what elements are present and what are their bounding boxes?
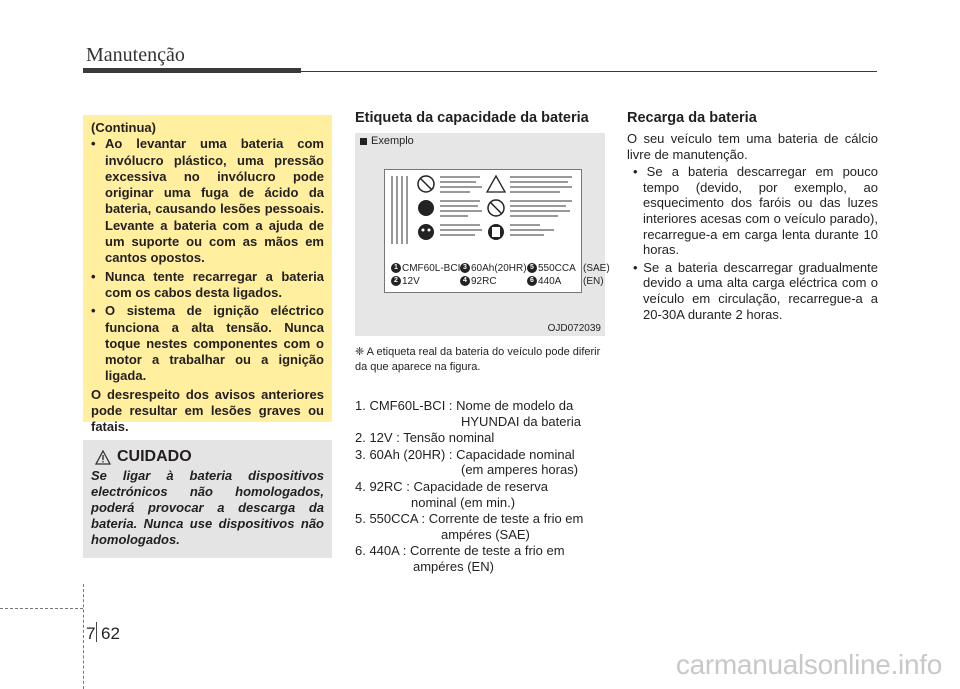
battery-label-image: 1 CMF60L-BCI 3 60Ah(20HR) 5 550CCA (SAE) 2 12V 4 92RC 6 440A (EN) (384, 169, 582, 293)
caution-text: Se ligar à bateria dispositivos electrónicos não homologados, poderá provocar a descarga da bateria. Nunca use dispositivos não homologados. (91, 468, 324, 547)
label-hazard-icons (485, 174, 507, 246)
page-header-title: Manutenção (86, 44, 185, 66)
spec-item: 4. 92RC : Capacidade de reserva nominal (em min.) (355, 478, 548, 510)
label-note: ❈ A etiqueta real da bateria do veículo pode diferir da que aparece na figura. (355, 346, 601, 373)
capacity-heading: Etiqueta da capacidade da bateria (355, 110, 589, 126)
spec-item: 1. CMF60L-BCI : Nome de modelo da HYUNDAI da bateria (355, 398, 581, 429)
recharge-body (627, 131, 878, 324)
warning-bullet: • Nunca tente recarregar a bateria com os cabos desta ligados. (91, 268, 324, 300)
crop-mark-vertical (83, 584, 84, 689)
warning-closing: O desrespeito dos avisos anteriores pode resultar em lesões graves ou fatais. (91, 386, 324, 435)
warning-bullet: • Ao levantar uma bateria com invólucro plástico, uma pressão excessiva no invólucro pode originar uma fuga de ácido da bateria, causando lesões pessoais. Levante a bateria com a ajuda de um suporte ou com as mãos em cantos opostos. (91, 136, 324, 266)
label-rotated-text (391, 176, 411, 244)
spec-list (355, 398, 605, 576)
spec-item: 2. 12V : Tensão nominal (355, 430, 495, 446)
caution-title: CUIDADO (117, 448, 192, 465)
square-bullet-icon (360, 138, 367, 145)
caution-heading (95, 448, 324, 466)
recharge-bullet-list (627, 164, 878, 322)
warning-box (83, 115, 332, 435)
spec-item: 5. 550CCA : Corrente de teste a frio em ampéres (SAE) (355, 511, 584, 542)
warning-bullet-list (91, 136, 324, 384)
page-number: 62 (101, 624, 120, 643)
figure-code: OJD072039 (547, 323, 601, 334)
page-number-divider (96, 622, 97, 642)
spec-item: 6. 440A : Corrente de teste a frio em ampéres (EN) (355, 543, 565, 574)
page-chapter-number: 7 (86, 624, 96, 643)
header-rule-thin (83, 71, 877, 72)
figure-example-caption: Exemplo (360, 135, 414, 147)
watermark: carmanualsonline.info (675, 649, 942, 680)
caution-box (83, 440, 332, 558)
recharge-bullet: • Se a bateria descarregar em pouco tempo (devido, por exemplo, ao esquecimento dos faróis ou das luzes interiores acesas com o veículo parado), recarregue-a em carga lenta durante 10 horas. (633, 164, 878, 258)
spec-item: 3. 60Ah (20HR) : Capacidade nominal (em amperes horas) (355, 446, 579, 478)
warning-bullet: • O sistema de ignição eléctrico funciona a alta tensão. Nunca toque nestes componentes com o motor a trabalhar ou a ignição ligada. (91, 303, 324, 384)
crop-mark-horizontal (0, 608, 83, 609)
warning-continued: (Continua) (91, 120, 156, 135)
battery-label-figure (355, 133, 610, 336)
recharge-bullet: • Se a bateria descarregar gradualmente devido a uma alta carga eléctrica com o veículo em circulação, recarregue-a a 20-30A durante 2 horas. (633, 259, 878, 322)
label-safety-icons (415, 174, 437, 246)
recharge-intro: O seu veículo tem uma bateria de cálcio livre de manutenção. (627, 131, 878, 162)
recharge-heading: Recarga da bateria (627, 110, 757, 126)
warning-triangle-icon (95, 450, 111, 465)
